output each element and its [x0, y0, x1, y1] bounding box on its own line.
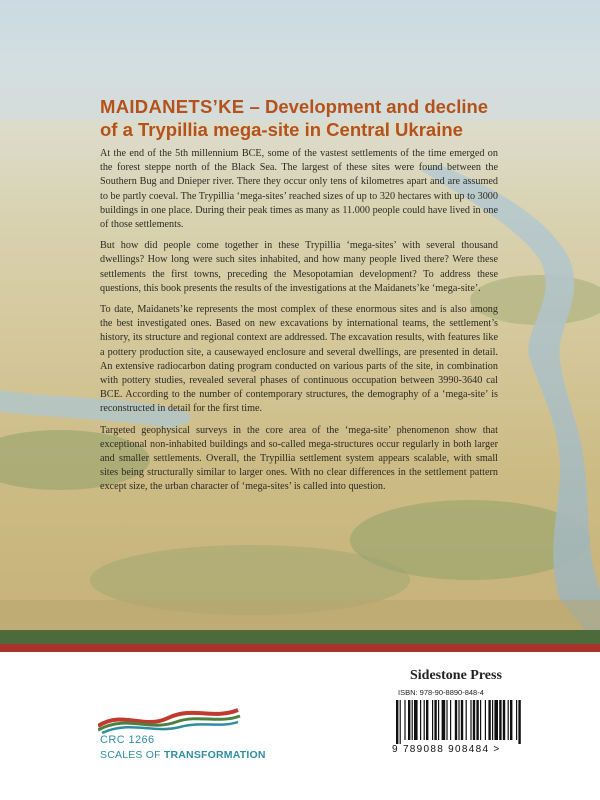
- barcode-bar: [450, 700, 451, 740]
- logo-transformation: TRANSFORMATION: [163, 749, 266, 761]
- barcode-bar: [426, 700, 428, 740]
- barcode-bar: [516, 700, 517, 740]
- red-stripe: [0, 644, 600, 652]
- back-cover-text: [100, 95, 498, 502]
- barcode-bar: [412, 700, 413, 740]
- barcode-bar: [499, 700, 501, 740]
- paragraph-1: At the end of the 5th millennium BCE, some of the vastest settlements of the time emerged on the forest steppe north of the Black Sea. The largest of these sites were found between the Southern Bug and Dnieper river. There they occur only tens of kilometres apart and are assumed to be partly coeval. The Trypillia ‘mega-sites’ reached sizes of up to 320 hectares with up to 3000 buildings in one place. During their peak times as many as 11.000 people could have lived in one of those settlements.: [100, 148, 498, 231]
- green-stripe: [0, 630, 600, 644]
- barcode-bar: [458, 700, 459, 740]
- logo-scales-of-transformation: [100, 749, 266, 761]
- barcode-bar: [480, 700, 481, 740]
- barcode-bar: [432, 700, 433, 740]
- barcode-bar: [408, 700, 410, 740]
- barcode-bar: [508, 700, 509, 740]
- barcode-bar: [510, 700, 512, 740]
- barcode-bar: [518, 700, 520, 744]
- logo-crc: CRC 1266: [100, 734, 155, 746]
- barcode-bar: [473, 700, 475, 740]
- barcode-bar: [438, 700, 439, 740]
- title-subtitle: – Development and decline of a Trypillia mega-site in Central Ukraine: [100, 96, 489, 140]
- isbn-label: ISBN: 978-90-8890-848-4: [398, 688, 484, 697]
- barcode-bar: [442, 700, 446, 740]
- barcode-bar: [396, 700, 398, 744]
- paragraph-2: But how did people come together in these Trypillia ‘mega-sites’ with several thousand dwellings? How long were such sites inhabited, and how many people lived there? Were these settlements the first towns, preceding the Mesopotamian development? To address these questions, this book presents the results of the investigations at the Maidanets’ke ‘mega-site’.: [100, 240, 498, 294]
- barcode-digits: 9 789088 908484 >: [392, 744, 501, 755]
- barcode-bar: [466, 700, 467, 740]
- barcode-bar: [455, 700, 457, 740]
- barcode-bar: [470, 700, 471, 740]
- barcode-bar: [434, 700, 436, 740]
- barcode-bar: [476, 700, 478, 740]
- paragraph-4: Targeted geophysical surveys in the core area of the ‘mega-site’ phenomenon show that exceptional non-inhabited buildings and so-called mega-structures occur regularly in both larger and smaller settlements. Overall, the Trypillia settlement system appears scalable, with small sites being structurally similar to larger ones. With no clear differences in the settlement pattern except size, the urban character of ‘mega-sites’ is called into question.: [100, 424, 498, 493]
- barcode-bar: [488, 700, 490, 740]
- title-main: MAIDANETS’KE: [100, 96, 245, 117]
- barcode-bar: [404, 700, 405, 740]
- barcode-bar: [485, 700, 486, 740]
- crc-wave-logo: [98, 700, 248, 734]
- logo-scales-of: SCALES OF: [100, 749, 164, 761]
- barcode-bar: [503, 700, 505, 740]
- barcode-bar: [446, 700, 447, 740]
- barcode-bar: [461, 700, 463, 740]
- barcode-bar: [420, 700, 421, 740]
- barcode-bar: [492, 700, 493, 740]
- paragraph-3: To date, Maidanets’ke represents the most complex of these enormous sites and is also among the best investigated ones. Based on new excavations by international teams, the settlement’s history, its structure and regional context are addressed. The excavation results, with features like a pottery production site, a causewayed enclosure and several dwellings, are presented in detail. An extensive radiocarbon dating program conducted on various parts of the site, in combination with pottery studies, revealed several phases of continuous occupation between 3990-3640 cal BCE. According to the number of contemporary structures, the demography of a ‘mega-site’ is reconstructed in detail for the first time.: [100, 304, 498, 415]
- barcode-bar: [424, 700, 425, 740]
- book-title: [100, 95, 498, 141]
- barcode: [392, 700, 564, 744]
- barcode-bar: [400, 700, 401, 744]
- barcode-bar: [414, 700, 418, 740]
- barcode-bar: [494, 700, 498, 740]
- publisher-name: Sidestone Press: [410, 668, 502, 683]
